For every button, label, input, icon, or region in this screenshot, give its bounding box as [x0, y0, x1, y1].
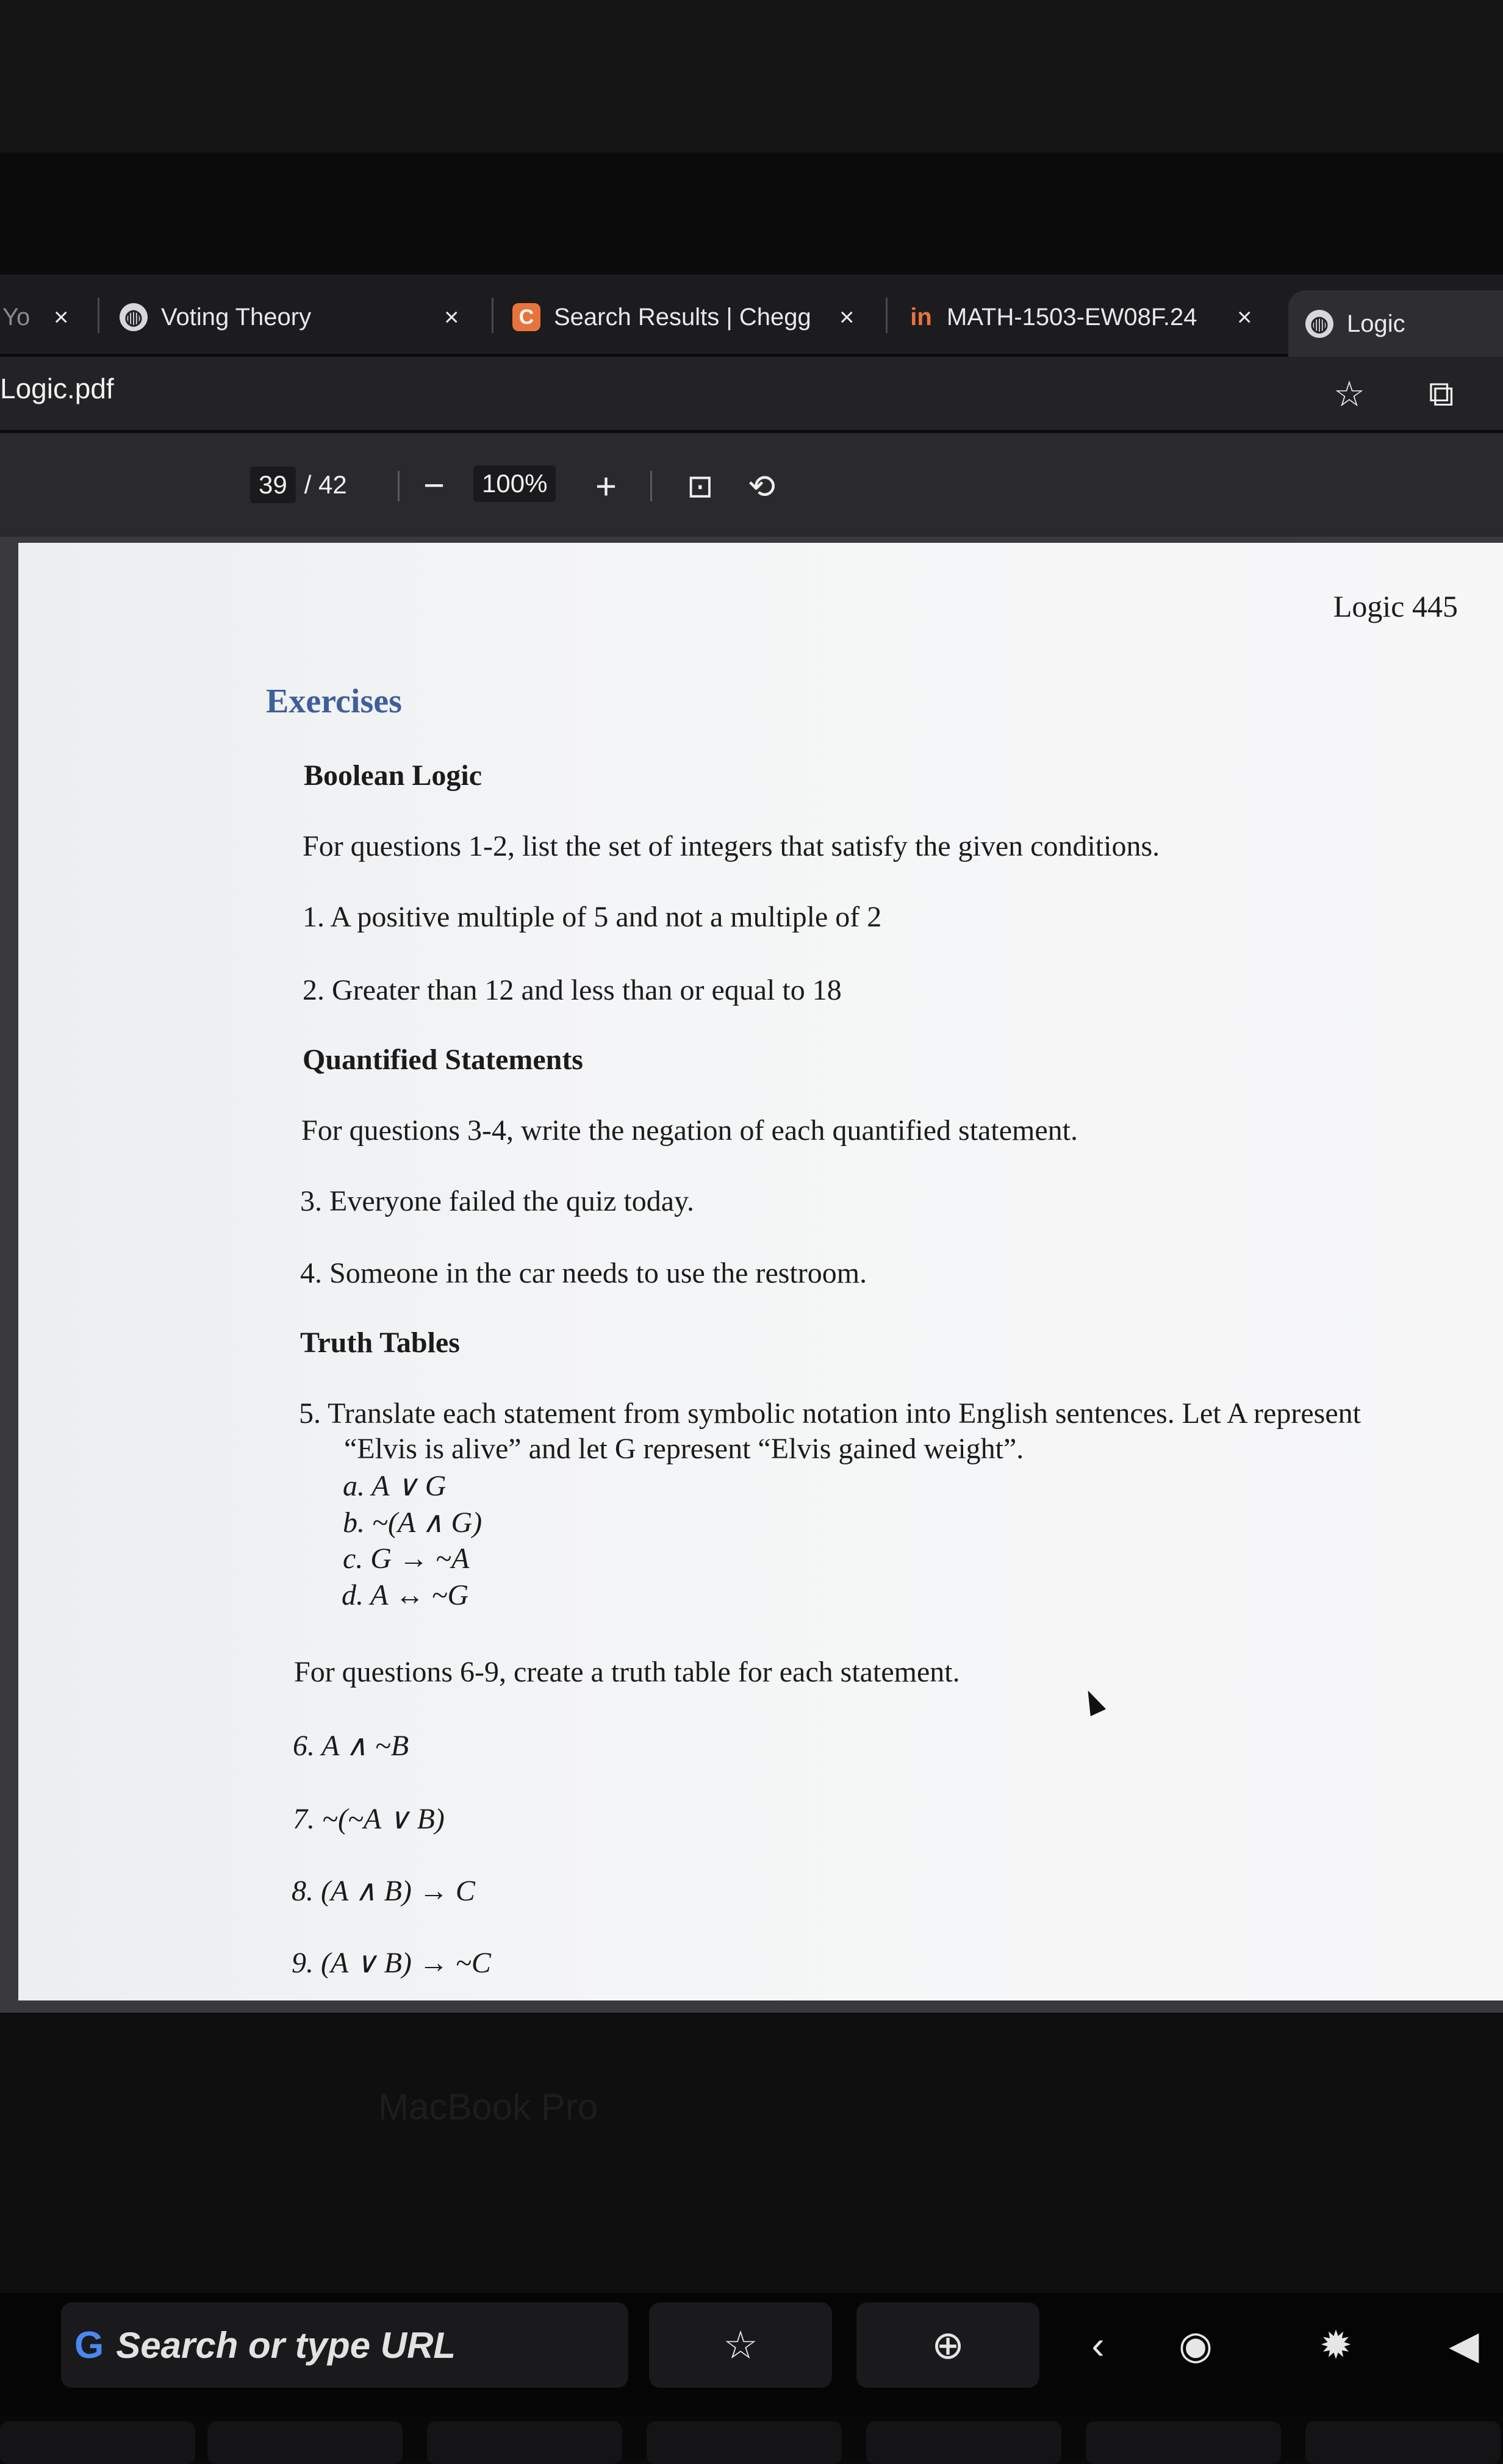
- globe-icon: ◍: [120, 303, 148, 331]
- keyboard-key[interactable]: [427, 2421, 622, 2464]
- tab-math-course[interactable]: [909, 287, 1275, 348]
- keyboard-key[interactable]: [866, 2421, 1061, 2464]
- chegg-icon: C: [512, 303, 540, 331]
- laptop-bezel: [0, 2013, 1503, 2293]
- page-indicator: [250, 464, 347, 506]
- question-7: 7. ~(~A ∨ B): [293, 1803, 445, 1835]
- laptop-label: MacBook Pro: [378, 2086, 598, 2127]
- rotate-icon[interactable]: ⟲: [748, 468, 776, 505]
- fit-page-icon[interactable]: ⊡: [687, 469, 714, 504]
- instruction-1: For questions 1-2, list the set of integers that satisfy the given conditions.: [303, 830, 1160, 862]
- question-5c: c. G → ~A: [343, 1542, 470, 1575]
- touchbar-brightness-icon[interactable]: ✹: [1319, 2323, 1352, 2367]
- question-5b: b. ~(A ∧ G): [343, 1506, 482, 1539]
- tab-yo[interactable]: [2, 287, 69, 348]
- keyboard-key[interactable]: [0, 2421, 195, 2464]
- touchbar-siri-icon[interactable]: ◉: [1178, 2323, 1213, 2367]
- tab-chegg[interactable]: [512, 287, 866, 348]
- close-icon[interactable]: ×: [839, 303, 855, 331]
- tab-title: MATH-1503-EW08F.24: [947, 303, 1197, 331]
- zoom-in-button[interactable]: +: [595, 466, 617, 507]
- star-icon[interactable]: ☆: [1333, 374, 1365, 414]
- exercises-heading: Exercises: [266, 682, 402, 720]
- question-4: 4. Someone in the car needs to use the restroom.: [300, 1257, 867, 1289]
- tab-logic[interactable]: [1288, 290, 1503, 357]
- globe-icon: ◍: [1305, 310, 1333, 338]
- touchbar-bookmark-star-icon[interactable]: ☆: [649, 2302, 832, 2388]
- running-head: Logic 445: [1333, 589, 1458, 623]
- question-3: 3. Everyone failed the quiz today.: [300, 1185, 694, 1217]
- document-title: Logic.pdf: [0, 373, 114, 404]
- touchbar-collapse-chevron-icon[interactable]: ‹: [1091, 2323, 1105, 2367]
- extensions-icon[interactable]: ⧉: [1429, 374, 1454, 414]
- tab-title: Yo: [2, 303, 30, 331]
- touchbar-new-tab-icon[interactable]: ⊕: [856, 2302, 1039, 2388]
- question-5-line-2: “Elvis is alive” and let G represent “Elvis gained weight”.: [344, 1433, 1024, 1465]
- screen-bezel: [0, 0, 1503, 152]
- tab-title: Logic: [1347, 310, 1405, 337]
- question-6: 6. A ∧ ~B: [293, 1730, 409, 1762]
- question-5-line-1: 5. Translate each statement from symbolic notation into English sentences. Let A represent: [299, 1397, 1361, 1430]
- close-icon[interactable]: ×: [1237, 303, 1252, 331]
- keyboard-key[interactable]: [1086, 2421, 1281, 2464]
- touchbar-volume-icon[interactable]: ◀: [1449, 2323, 1479, 2367]
- instruction-2: For questions 3-4, write the negation of each quantified statement.: [301, 1114, 1078, 1147]
- keyboard-key[interactable]: [647, 2421, 842, 2464]
- keyboard-key[interactable]: [1305, 2421, 1501, 2464]
- section-heading-boolean-logic: Boolean Logic: [304, 759, 482, 792]
- keyboard-key[interactable]: [207, 2421, 403, 2464]
- zoom-level-input[interactable]: 100%: [473, 465, 556, 502]
- question-5a: a. A ∨ G: [343, 1470, 447, 1502]
- close-icon[interactable]: ×: [54, 303, 69, 331]
- in-icon: in: [910, 303, 932, 331]
- address-bar-row: [0, 357, 1503, 430]
- toolbar-separator: [398, 471, 400, 501]
- touchbar-search-field[interactable]: [61, 2302, 628, 2388]
- tab-title: Search Results | Chegg: [554, 303, 811, 331]
- question-5d: d. A ↔ ~G: [342, 1579, 469, 1611]
- section-heading-truth-tables: Truth Tables: [300, 1327, 460, 1359]
- instruction-3: For questions 6-9, create a truth table for each statement.: [294, 1656, 960, 1688]
- question-8: 8. (A ∧ B) → C: [292, 1875, 475, 1907]
- zoom-out-button[interactable]: −: [423, 465, 445, 506]
- total-pages: / 42: [304, 470, 347, 499]
- question-1: 1. A positive multiple of 5 and not a multiple of 2: [303, 901, 882, 933]
- google-icon: G: [74, 2324, 104, 2366]
- close-icon[interactable]: ×: [444, 303, 459, 331]
- search-placeholder: Search or type URL: [116, 2324, 456, 2366]
- toolbar-separator: [650, 471, 652, 501]
- tab-voting-theory[interactable]: [120, 287, 473, 348]
- tab-title: Voting Theory: [161, 303, 312, 331]
- section-heading-quantified-statements: Quantified Statements: [303, 1044, 583, 1076]
- tab-separator: [886, 298, 888, 333]
- page-number-input[interactable]: 39: [250, 467, 296, 503]
- question-2: 2. Greater than 12 and less than or equal to 18: [303, 974, 842, 1006]
- tab-separator: [98, 298, 99, 333]
- tab-separator: [492, 298, 493, 333]
- question-9: 9. (A ∨ B) → ~C: [292, 1947, 491, 1979]
- pdf-page: [18, 543, 1503, 2000]
